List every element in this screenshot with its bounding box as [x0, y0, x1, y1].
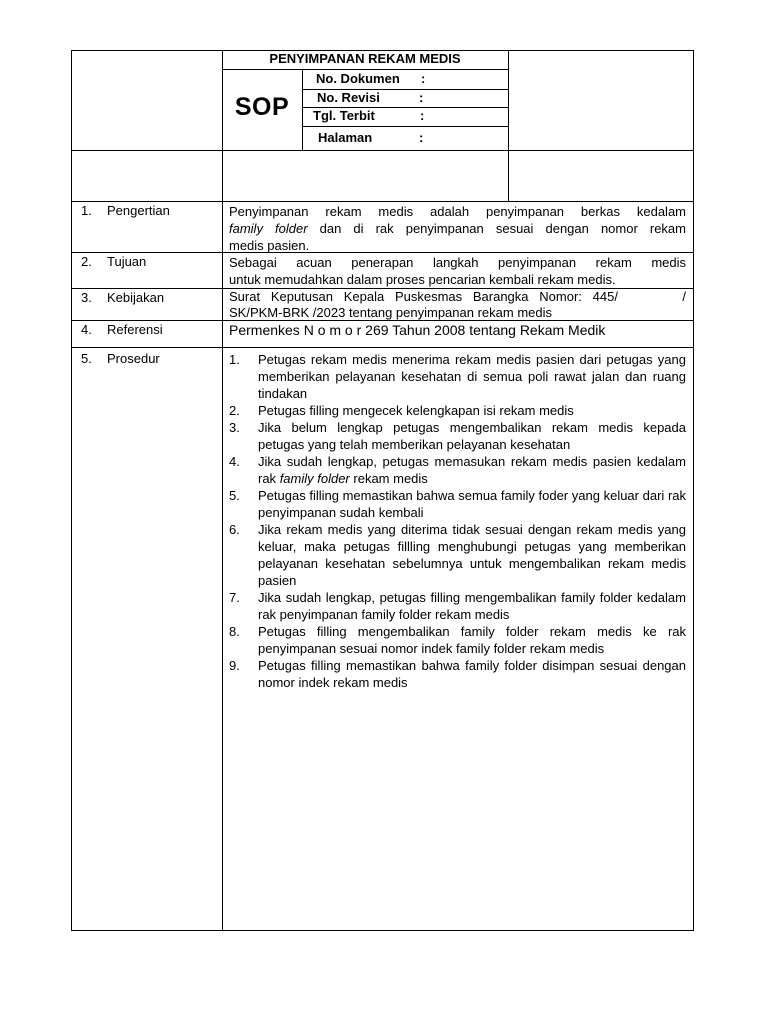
section-number-pengertian: 1. [81, 203, 92, 218]
step-text: Petugas filling mengecek kelengkapan isi rekam medis [258, 403, 574, 418]
header-block-end-line [71, 201, 694, 202]
pengertian-line-2 [229, 220, 686, 237]
section-number-referensi: 4. [81, 322, 92, 337]
sop-label: SOP [234, 93, 290, 121]
meta-tgl-terbit-label: Tgl. Terbit [313, 108, 375, 123]
step-text: Jika belum lengkap petugas mengembalikan rekam medis kepada petugas yang telah memberikan pelayanan kesehatan [258, 420, 686, 452]
section-label-tujuan: Tujuan [107, 254, 147, 269]
meta-no-dokumen-sep: : [421, 71, 426, 86]
step-number: 6. [229, 522, 240, 537]
section-number-prosedur: 5. [81, 351, 92, 366]
step-number: 4. [229, 454, 240, 469]
section-number-kebijakan: 3. [81, 290, 92, 305]
list-item [229, 419, 686, 453]
section-label-referensi: Referensi [107, 322, 163, 337]
meta-no-revisi-sep: : [419, 90, 424, 105]
list-item [229, 589, 686, 623]
section-label-pengertian: Pengertian [107, 203, 170, 218]
header-bottom-line [71, 150, 694, 151]
list-item [229, 521, 686, 589]
tujuan-text-b: untuk memudahkan dalam proses pencarian kembali rekam medis. [229, 272, 616, 287]
step-number: 3. [229, 420, 240, 435]
meta-halaman-label: Halaman [318, 130, 373, 145]
row-divider-1 [71, 252, 694, 253]
header-right-divider [508, 50, 509, 201]
step-text: Jika rekam medis yang diterima tidak sesuai dengan rekam medis yang keluar, maka petugas fillling menghubungi petugas yang memberikan pelayanan kesehatan sebelumnya untuk mengembalikan rekam medis pasien [258, 522, 686, 588]
list-item [229, 487, 686, 521]
step-text: Jika sudah lengkap, petugas filling mengembalikan family folder kedalam rak penyimpanan family folder rekam medis [258, 590, 686, 622]
step-number: 2. [229, 403, 240, 418]
section-number-tujuan: 2. [81, 254, 92, 269]
list-item [229, 351, 686, 402]
list-item [229, 453, 686, 487]
pengertian-text-a: Penyimpanan rekam medis adalah penyimpanan berkas kedalam [229, 204, 686, 219]
row-divider-4 [71, 347, 694, 348]
kebijakan-text-b: SK/PKM-BRK /2023 tentang penyimpanan rekam medis [229, 305, 553, 320]
pengertian-text-c: medis pasien. [229, 238, 310, 253]
list-item [229, 402, 686, 419]
meta-no-revisi-label: No. Revisi [317, 90, 380, 105]
label-column-divider [222, 50, 223, 931]
step-number: 9. [229, 658, 240, 673]
step-number: 1. [229, 352, 240, 367]
prosedur-steps-list [229, 351, 686, 691]
step-text: Jika sudah lengkap, petugas memasukan rekam medis pasien kedalam rak [258, 454, 686, 486]
step-text-tail: rekam medis [353, 471, 428, 486]
list-item [229, 657, 686, 691]
pengertian-family-folder-italic: family folder [229, 221, 308, 236]
kebijakan-text-a: Surat Keputusan Kepala Puskesmas Barangka Nomor: 445/ / [229, 289, 686, 304]
step-text: Petugas rekam medis menerima rekam medis pasien dari petugas yang memberikan pelayanan kesehatan di semua poli rawat jalan dan ruang tindakan [258, 352, 686, 401]
tujuan-text-a: Sebagai acuan penerapan langkah penyimpanan rekam medis [229, 255, 686, 270]
step-text: Petugas filling mengembalikan family folder rekam medis ke rak penyimpanan sesuai nomor indek family folder rekam medis [258, 624, 686, 656]
section-label-prosedur: Prosedur [107, 351, 160, 366]
step-number: 8. [229, 624, 240, 639]
header-title-divider [222, 69, 508, 70]
section-label-kebijakan: Kebijakan [107, 290, 165, 305]
step-number: 7. [229, 590, 240, 605]
referensi-text: Permenkes N o m o r 269 Tahun 2008 tentang Rekam Medik [229, 322, 606, 338]
meta-divider-3 [302, 126, 508, 127]
step-family-folder-italic: family folder [279, 471, 350, 486]
step-text: Petugas filling memastikan bahwa family folder disimpan sesuai dengan nomor indek rekam medis [258, 658, 686, 690]
step-number: 5. [229, 488, 240, 503]
tujuan-line-1 [229, 254, 686, 271]
step-text: Petugas filling memastikan bahwa semua family foder yang keluar dari rak penyimpanan sudah kembali [258, 488, 686, 520]
pengertian-line-1 [229, 203, 686, 220]
sop-meta-divider [302, 69, 303, 150]
meta-no-dokumen-label: No. Dokumen [316, 71, 400, 86]
document-title: PENYIMPANAN REKAM MEDIS [269, 51, 461, 66]
meta-halaman-sep: : [419, 130, 424, 145]
kebijakan-line-1 [229, 288, 686, 305]
meta-tgl-terbit-sep: : [420, 108, 425, 123]
pengertian-text-b: dan di rak penyimpanan sesuai dengan nomor rekam [319, 221, 686, 236]
list-item [229, 623, 686, 657]
